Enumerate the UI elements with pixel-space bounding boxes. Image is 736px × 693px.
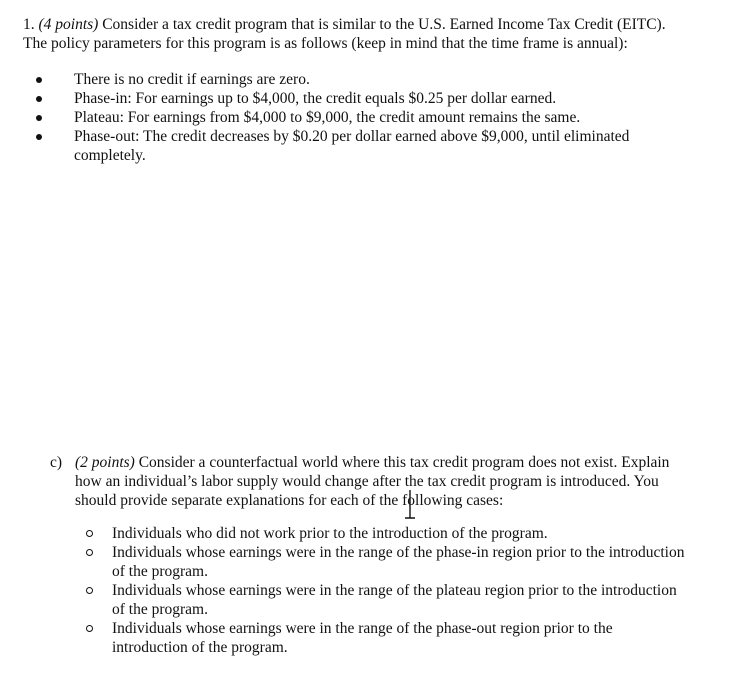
parameter-list bbox=[36, 70, 686, 165]
problem-number: 1. bbox=[23, 16, 35, 33]
case-text: Individuals whose earnings were in the range of the phase-in region prior to the introduction of the program. bbox=[112, 544, 685, 580]
list-item bbox=[36, 127, 686, 165]
bullet-icon bbox=[36, 134, 42, 140]
problem-intro-line1: Consider a tax credit program that is similar to the U.S. Earned Income Tax Credit (EITC). bbox=[102, 16, 666, 33]
part-c bbox=[50, 453, 690, 510]
problem-header bbox=[23, 15, 723, 53]
parameter-text: Phase-out: The credit decreases by $0.20 per dollar earned above $9,000, until eliminated completely. bbox=[74, 128, 630, 164]
part-c-text bbox=[75, 453, 690, 510]
case-text: Individuals whose earnings were in the range of the plateau region prior to the introduction of the program. bbox=[112, 582, 677, 618]
text-cursor-icon bbox=[404, 488, 416, 520]
problem-intro bbox=[23, 15, 723, 34]
parameter-text: Plateau: For earnings from $4,000 to $9,000, the credit amount remains the same. bbox=[74, 109, 581, 126]
bullet-icon bbox=[36, 77, 42, 83]
list-item bbox=[86, 619, 686, 657]
part-c-question: Consider a counterfactual world where this tax credit program does not exist. Explain how an individual’s labor supply would change after the tax credit program is introduced. You should provide separate explanations for each of the following cases: bbox=[75, 454, 670, 509]
case-text: Individuals whose earnings were in the range of the phase-out region prior to the introduction of the program. bbox=[112, 620, 613, 656]
bullet-icon bbox=[36, 96, 42, 102]
case-text: Individuals who did not work prior to the introduction of the program. bbox=[112, 525, 548, 542]
list-item bbox=[36, 70, 686, 89]
hollow-bullet-icon bbox=[86, 530, 93, 537]
part-c-points: (2 points) bbox=[75, 454, 135, 471]
list-item bbox=[36, 89, 686, 108]
list-item bbox=[86, 524, 686, 543]
list-item bbox=[86, 581, 686, 619]
hollow-bullet-icon bbox=[86, 625, 93, 632]
part-c-label: c) bbox=[50, 454, 63, 471]
parameter-text: Phase-in: For earnings up to $4,000, the credit equals $0.25 per dollar earned. bbox=[74, 90, 557, 107]
hollow-bullet-icon bbox=[86, 549, 93, 556]
bullet-icon bbox=[36, 115, 42, 121]
list-item bbox=[86, 543, 686, 581]
hollow-bullet-icon bbox=[86, 587, 93, 594]
parameter-text: There is no credit if earnings are zero. bbox=[74, 71, 310, 88]
list-item bbox=[36, 108, 686, 127]
problem-intro-line2: The policy parameters for this program is as follows (keep in mind that the time frame is annual): bbox=[23, 35, 628, 52]
part-c-body bbox=[75, 453, 690, 510]
problem-points: (4 points) bbox=[38, 16, 99, 33]
case-list bbox=[86, 524, 686, 657]
